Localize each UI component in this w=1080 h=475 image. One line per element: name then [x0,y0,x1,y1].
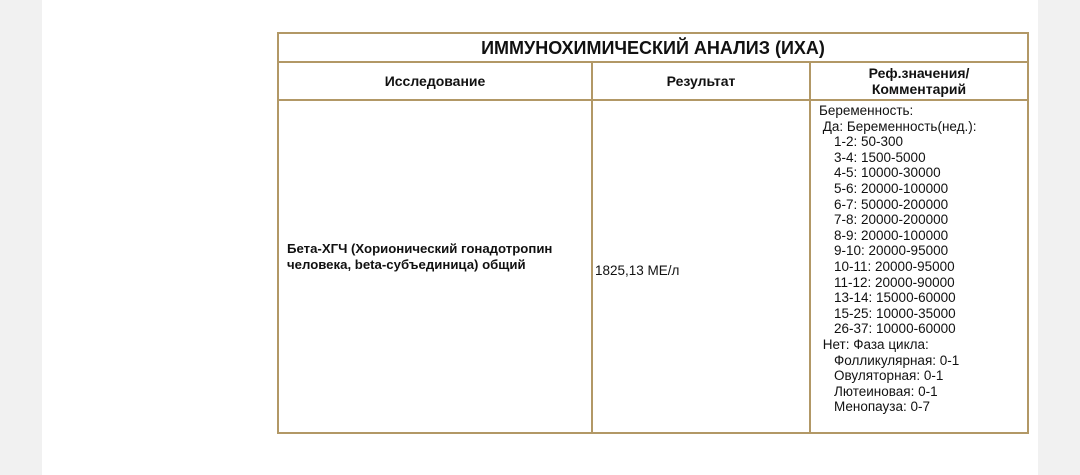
test-name-line-2: человека, beta-субъединица) общий [287,257,526,272]
reference-line: 3-4: 1500-5000 [819,149,926,165]
reference-line: 15-25: 10000-35000 [819,305,956,321]
reference-header-line-1: Реф.значения/ [868,65,970,81]
analysis-table [277,32,1029,434]
reference-cell [811,101,1027,432]
reference-line: 10-11: 20000-95000 [819,258,955,274]
table-header-row [279,63,1027,101]
reference-line: 26-37: 10000-60000 [819,321,956,337]
document-page [42,0,1038,475]
reference-line: 4-5: 10000-30000 [819,165,941,181]
reference-line: Да: Беременность(нед.): [819,118,977,134]
table-row [279,101,1027,432]
reference-line: Лютеиновая: 0-1 [819,383,938,399]
reference-line: 5-6: 20000-100000 [819,180,949,196]
result-value: 1825,13 МЕ/л [595,263,680,278]
reference-line: 9-10: 20000-95000 [819,243,949,259]
reference-line: 1-2: 50-300 [819,134,904,150]
reference-values [819,103,1023,415]
column-header-reference [811,63,1027,99]
reference-line: 13-14: 15000-60000 [819,290,956,306]
test-name [287,241,593,273]
reference-line: Фолликулярная: 0-1 [819,352,960,368]
reference-line: Менопауза: 0-7 [819,399,930,415]
reference-line: Нет: Фаза цикла: [819,336,929,352]
column-header-result: Результат [593,63,811,99]
table-title: ИММУНОХИМИЧЕСКИЙ АНАЛИЗ (ИХА) [279,34,1027,63]
reference-line: 6-7: 50000-200000 [819,196,949,212]
test-name-line-1: Бета-ХГЧ (Хорионический гонадотропин [287,241,553,256]
reference-line: 7-8: 20000-200000 [819,212,949,228]
reference-line: Беременность: [819,103,914,118]
reference-line: Овуляторная: 0-1 [819,368,944,384]
column-header-test: Исследование [279,63,593,99]
reference-header-line-2: Комментарий [871,81,967,97]
result-cell [593,101,811,432]
reference-line: 11-12: 20000-90000 [819,274,955,290]
reference-line: 8-9: 20000-100000 [819,227,949,243]
test-cell [279,101,593,432]
